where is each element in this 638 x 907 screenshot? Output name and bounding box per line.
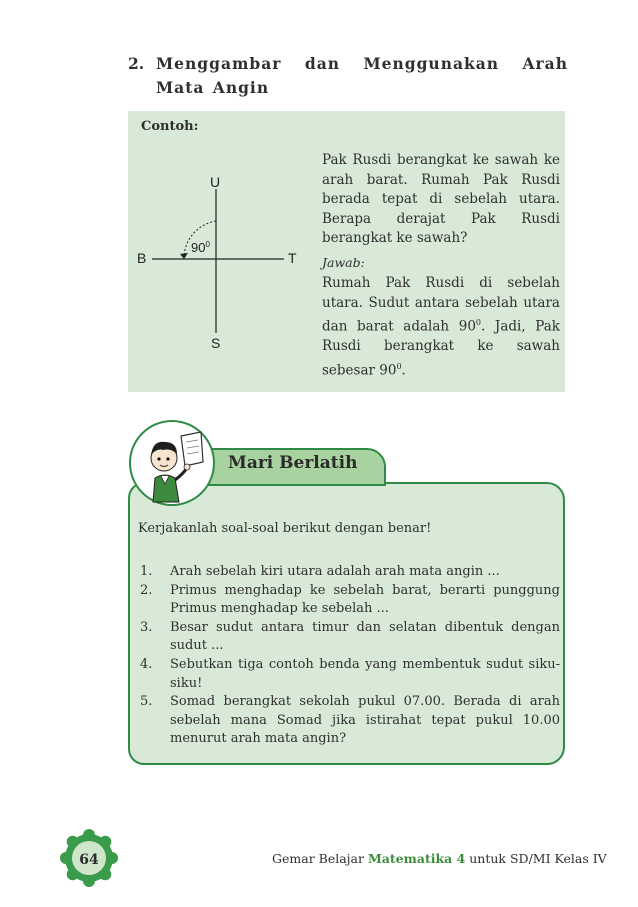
west-label: B	[137, 250, 147, 266]
question-text: Sebutkan tiga contoh benda yang membentuk sudut siku-siku!	[170, 656, 560, 691]
student-reading-icon	[131, 422, 213, 504]
list-item	[138, 619, 560, 656]
footer-book-title: Gemar Belajar Matematika 4 untuk SD/MI Kelas IV	[272, 851, 607, 866]
north-label: U	[210, 174, 221, 190]
student-mascot-icon	[129, 420, 215, 506]
south-label: S	[211, 335, 221, 351]
section-number: 2.	[128, 54, 145, 73]
east-label: T	[288, 250, 297, 266]
section-title: Menggambar dan Menggunakan Arah Mata Angin	[156, 54, 568, 97]
practice-instruction: Kerjakanlah soal-soal berikut dengan benar!	[138, 521, 432, 536]
example-label: Contoh:	[141, 119, 199, 134]
answer-label: Jawab:	[322, 254, 365, 270]
question-text: Primus menghadap ke sebelah barat, berarti punggung Primus menghadap ke sebelah ...	[170, 582, 560, 617]
list-item	[138, 693, 560, 749]
question-number: 4.	[140, 656, 153, 672]
question-text: Somad berangkat sekolah pukul 07.00. Berada di arah sebelah mana Somad jika istirahat tepat pukul 10.00 menurut arah mata angin?	[170, 694, 560, 747]
question-text: Arah sebelah kiri utara adalah arah mata angin ...	[170, 564, 500, 579]
angle-arrowhead	[180, 253, 188, 259]
list-item	[138, 582, 560, 619]
question-number: 5.	[140, 694, 153, 710]
question-number: 1.	[140, 564, 153, 579]
question-number: 3.	[140, 619, 153, 635]
example-answer: Rumah Pak Rusdi di sebelah utara. Sudut antara sebelah utara dan barat adalah $90^0$. Jadi, Pak Rusdi berangkat ke sawah sebesar $90^0$.	[322, 275, 560, 378]
practice-title: Mari Berlatih	[228, 453, 358, 473]
question-list	[138, 563, 560, 749]
example-question: Pak Rusdi berangkat ke sawah ke arah barat. Rumah Pak Rusdi berada tepat di sebelah utara. Berapa derajat Pak Rusdi berangkat ke sawah?	[322, 152, 560, 246]
compass-diagram	[128, 111, 328, 392]
angle-label: $90^0$	[191, 240, 210, 255]
example-box	[128, 111, 565, 392]
list-item	[138, 656, 560, 693]
question-number: 2.	[140, 582, 153, 598]
section-heading	[128, 52, 568, 100]
footer-brand: Matematika 4	[367, 851, 466, 866]
example-text	[322, 151, 560, 381]
page-number: 64	[79, 852, 99, 868]
question-text: Besar sudut antara timur dan selatan dibentuk dengan sudut ...	[170, 619, 560, 654]
list-item	[138, 563, 560, 582]
